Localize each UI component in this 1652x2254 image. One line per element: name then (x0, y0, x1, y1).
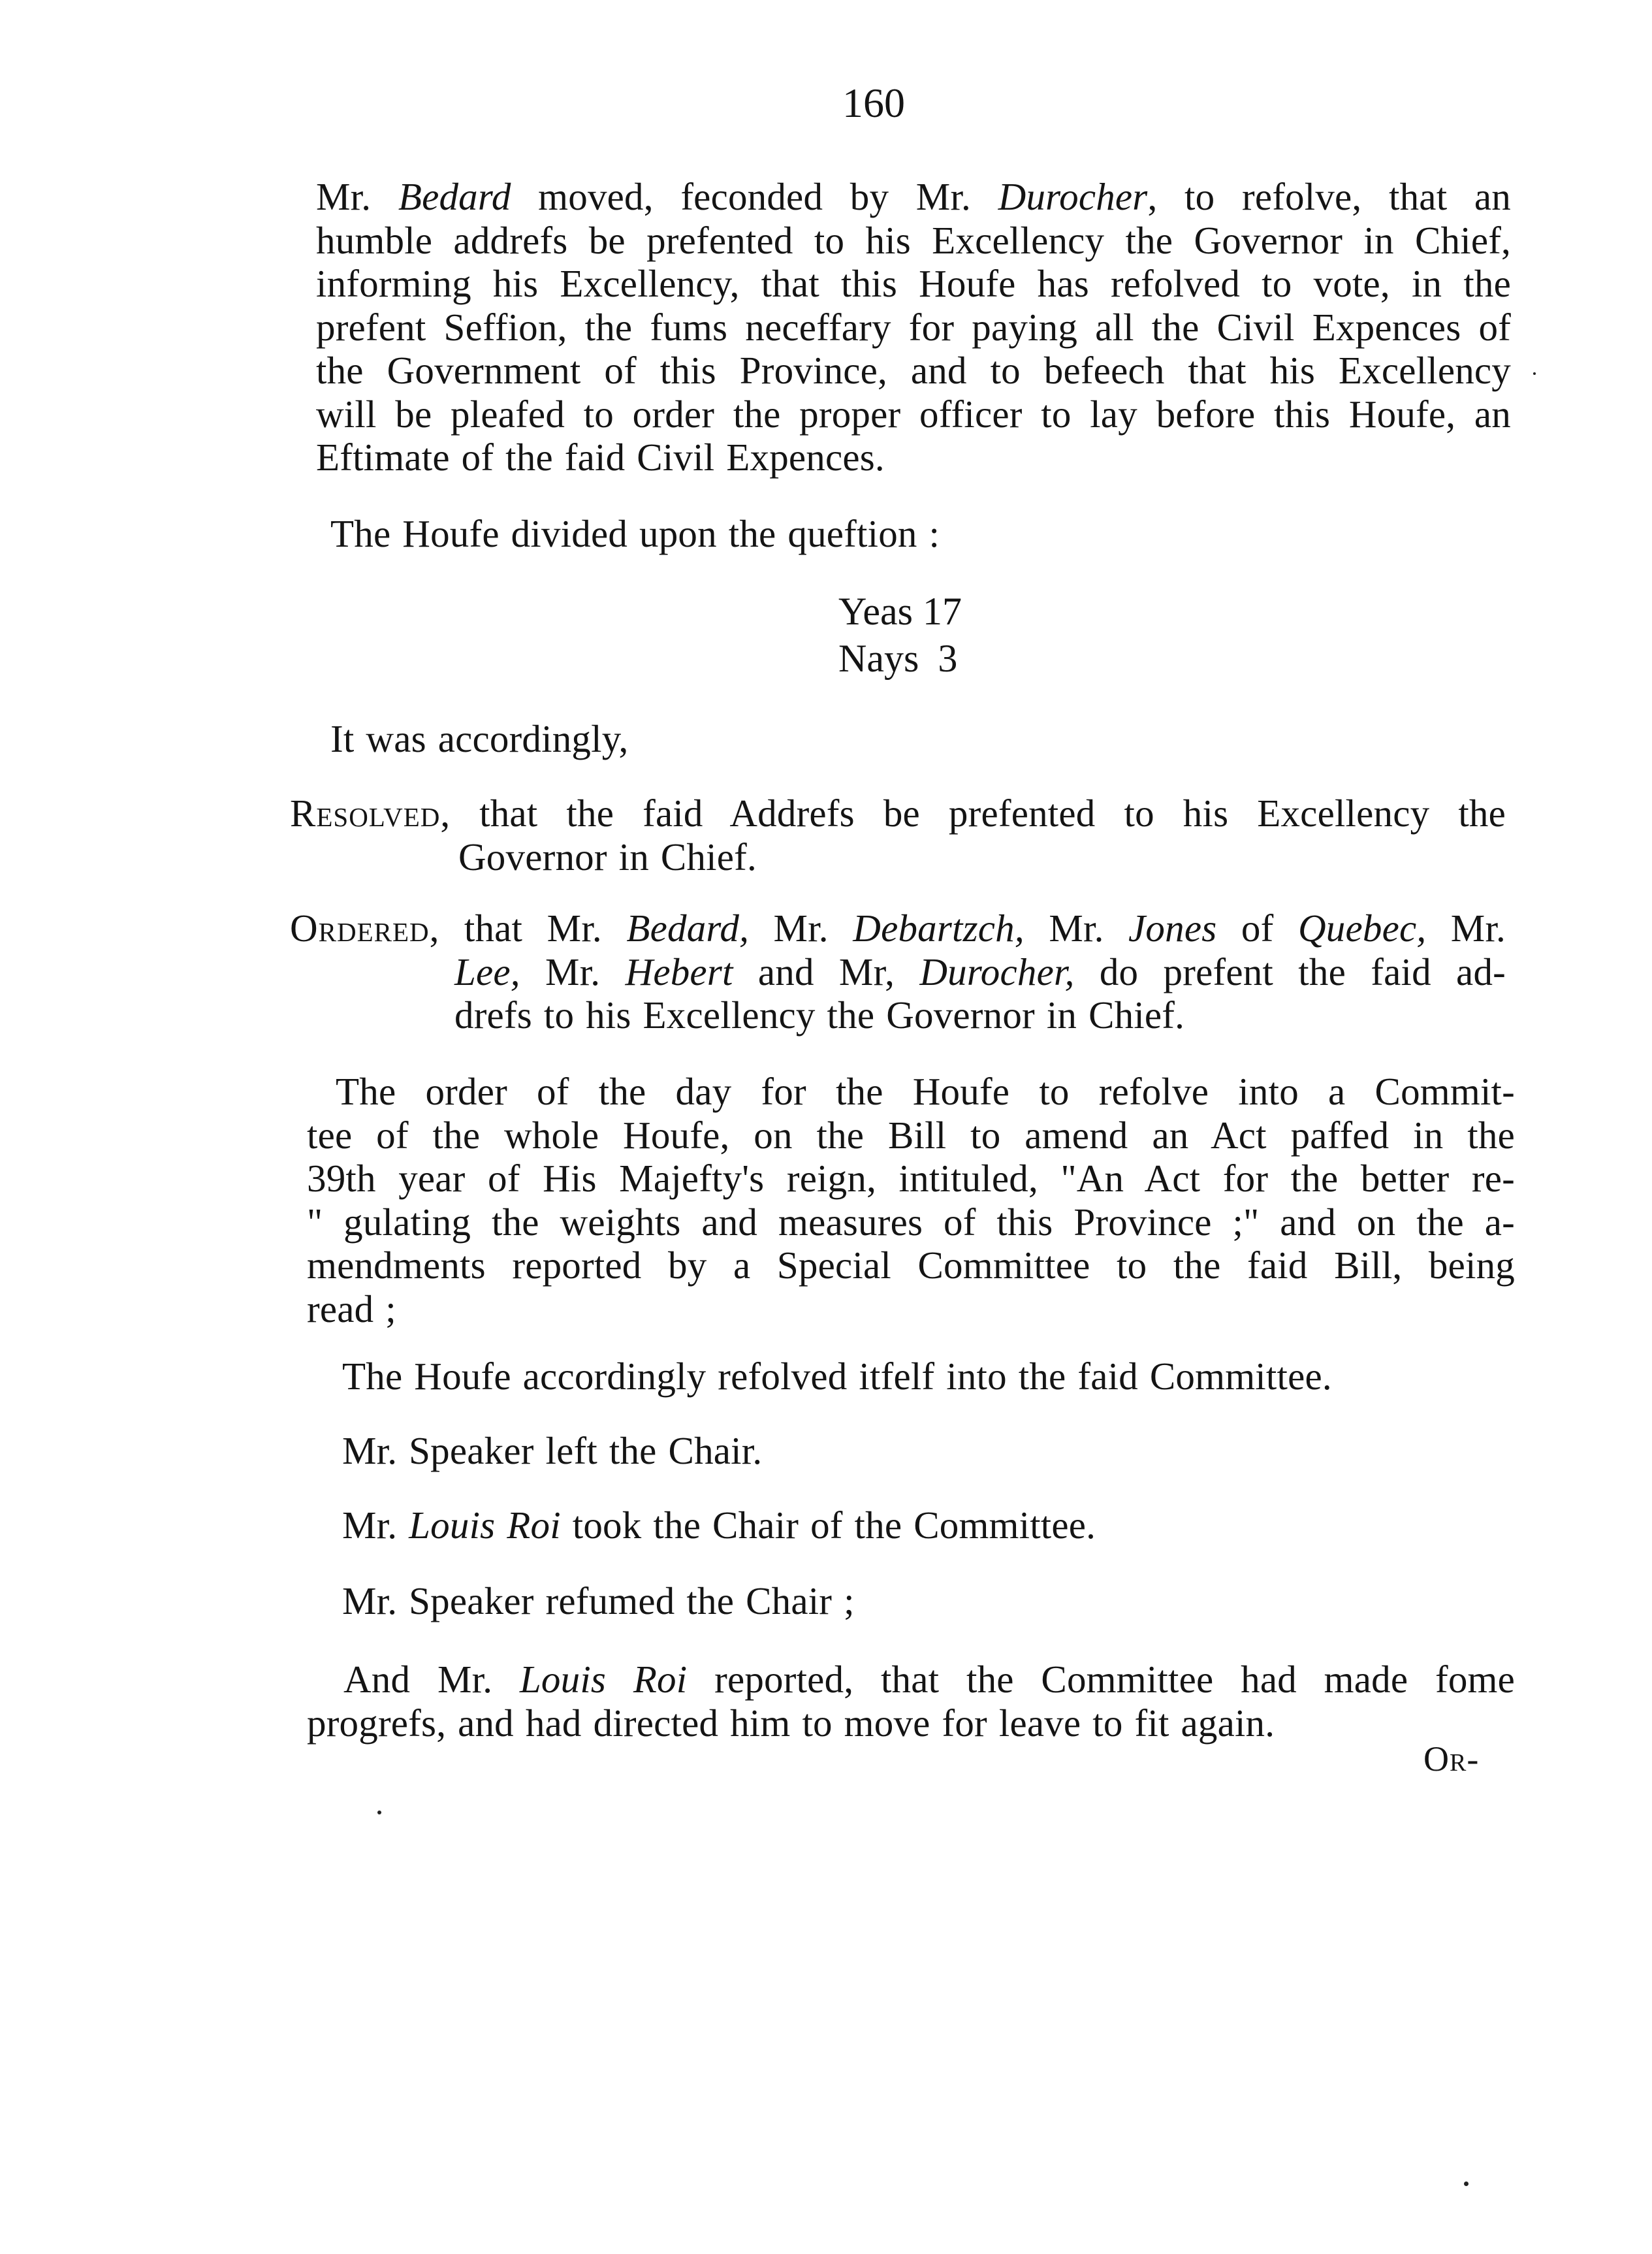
resolved-line (290, 792, 1506, 835)
order-of-day-paragraph (307, 1070, 1515, 1330)
chair-taken-line (342, 1504, 1096, 1547)
speaker-resumed-line: Mr. Speaker refumed the Chair ; (342, 1579, 855, 1622)
text-run: Mr. (749, 907, 853, 950)
motion-line: Eftimate of the faid Civil Expences. (316, 436, 885, 479)
nays-row (838, 635, 962, 682)
motion-paragraph (316, 175, 1511, 479)
motion-line: will be pleafed to order the proper officer to lay before this Houfe, an (316, 392, 1511, 436)
yeas-count: 17 (922, 590, 962, 633)
report-line (307, 1658, 1515, 1701)
nays-label: Nays (838, 637, 919, 680)
text-run: reported, that the Committee had made fome (687, 1658, 1516, 1701)
resolved-heading: Resolved, (290, 792, 451, 835)
yeas-label: Yeas (838, 590, 913, 633)
text-run: Mr. (1024, 907, 1129, 950)
motion-line: informing his Excellency, that this Houfe has refolved to vote, in the (316, 262, 1511, 305)
member-name: Lee, (454, 950, 520, 993)
member-name: Debartzch, (853, 907, 1025, 950)
text-run: Mr. (342, 1504, 409, 1547)
text-run: took the Chair of the Committee. (560, 1504, 1096, 1547)
committee-resolved-line: The Houfe accordingly refolved itfelf into the faid Committee. (342, 1355, 1332, 1398)
accordingly-line: It was accordingly, (330, 717, 629, 760)
text-run: that Mr. (439, 907, 627, 950)
catchword: Or- (1423, 1739, 1480, 1779)
member-name: Bedard (398, 175, 511, 218)
text-run: and Mr, (733, 950, 920, 993)
ordered-paragraph (290, 907, 1506, 1037)
order-line: 39th year of His Majefty's reign, intituled, "An Act for the better re- (307, 1157, 1515, 1200)
text-run: And Mr. (343, 1658, 520, 1701)
member-name: Durocher, (919, 950, 1075, 993)
ordered-line (290, 907, 1506, 950)
member-name: Jones (1128, 907, 1217, 950)
member-name: Hebert (625, 950, 733, 993)
place-name: Quebec, (1297, 907, 1427, 950)
resolved-line: Governor in Chief. (458, 835, 757, 878)
text-run: of (1216, 907, 1298, 950)
resolved-paragraph (290, 792, 1506, 878)
ordered-heading: Ordered, (290, 907, 440, 950)
order-line: The order of the day for the Houfe to refolve into a Commit- (336, 1070, 1515, 1113)
member-name: Louis Roi (519, 1658, 688, 1701)
order-line: tee of the whole Houfe, on the Bill to amend an Act paffed in the (307, 1113, 1515, 1157)
speaker-left-line: Mr. Speaker left the Chair. (342, 1429, 763, 1472)
motion-line (316, 175, 1511, 219)
member-name: Durocher (998, 175, 1148, 218)
ordered-line: drefs to his Excellency the Governor in Chief. (454, 993, 1185, 1037)
text-run: do prefent the faid ad- (1074, 950, 1506, 993)
report-paragraph (307, 1658, 1515, 1745)
text-run: Mr. (520, 950, 626, 993)
vote-tally (838, 588, 962, 682)
motion-line: prefent Seffion, the fums neceffary for paying all the Civil Expences of (316, 305, 1511, 349)
report-line: progrefs, and had directed him to move for leave to fit again. (307, 1701, 1275, 1745)
nays-count: 3 (938, 637, 958, 680)
yeas-row (838, 588, 962, 635)
text-run: that the faid Addrefs be prefented to his Excellency the (479, 792, 1506, 835)
page-number: 160 (842, 80, 905, 126)
ordered-line (290, 950, 1506, 994)
motion-line: humble addrefs be prefented to his Excellency the Governor in Chief, (316, 218, 1511, 262)
text-run: , to refolve, that an (1147, 175, 1511, 218)
order-line: read ; (307, 1287, 396, 1330)
order-line: mendments reported by a Special Committee to the faid Bill, being (307, 1244, 1515, 1287)
member-name: Louis Roi (409, 1504, 561, 1547)
division-intro: The Houfe divided upon the queftion : (330, 512, 940, 555)
text-run: moved, feconded by Mr. (511, 175, 998, 218)
text-run: Mr. (316, 175, 398, 218)
scan-speck (377, 1811, 381, 1814)
scan-speck (1464, 2182, 1469, 2186)
order-line: " gulating the weights and measures of this Province ;" and on the a- (307, 1200, 1515, 1244)
scan-speck (1533, 372, 1536, 375)
text-run: Mr. (1426, 907, 1506, 950)
motion-line: the Government of this Province, and to befeech that his Excellency (316, 349, 1511, 392)
member-name: Bedard, (626, 907, 750, 950)
